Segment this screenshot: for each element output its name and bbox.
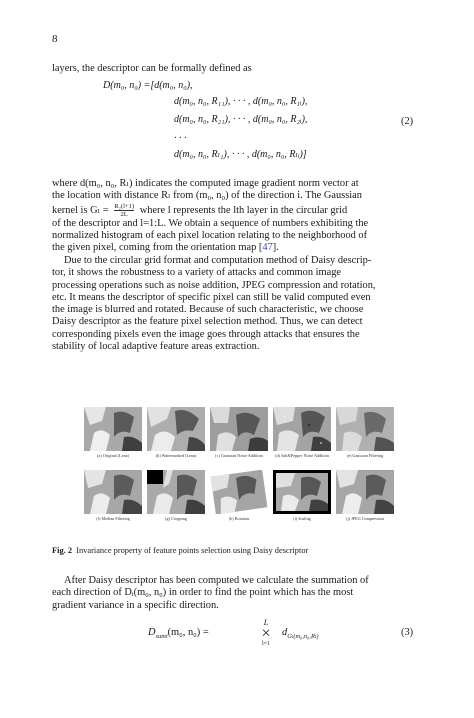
figure-caption-f: (f) Median Filtering <box>96 516 130 521</box>
figure-caption-h: (h) Rotation <box>228 516 250 521</box>
figure-image-c <box>210 407 268 451</box>
figure-panel-f <box>84 470 142 530</box>
kernel-fraction-denominator: 2L <box>120 210 128 218</box>
where-line-6 <box>52 242 422 254</box>
due-line-2: tor, it shows the robustness to a variety of attacks and common image <box>52 267 342 279</box>
where-line-3 <box>52 203 422 218</box>
sum-lower-limit: l=1 <box>261 641 271 647</box>
figure-caption-j: (j) JPEG Compression <box>346 516 384 521</box>
equation-2-line-2: d(m₀, n₀, R₁₁), · · · , d(m₀, n₀, R₁ᵢ), <box>174 96 308 107</box>
where-line-6-end: ]. <box>272 242 279 254</box>
after-line-1: After Daisy descriptor has been computed we calculate the summation of <box>64 575 369 586</box>
due-line-7: corresponding pixels even the image goes through attacks that ensures the <box>52 328 360 340</box>
figure-2-grid <box>84 407 394 530</box>
equation-3-lhs <box>148 627 209 640</box>
figure-caption-b: (b) Watermarked (Lena) <box>155 453 197 458</box>
due-line-6: Daisy descriptor as the feature pixel selection method. Thus, we can detect <box>52 316 363 328</box>
due-line-5: the image is blurred and rotated. Because of such characteristic, we choose <box>52 304 364 316</box>
figure-2-caption <box>52 546 308 555</box>
figure-row-2 <box>84 470 394 530</box>
due-line-1: Due to the circular grid format and computation method of Daisy descrip- <box>64 255 372 266</box>
equation-2-line-1 <box>103 80 193 91</box>
figure-panel-b <box>147 407 205 467</box>
figure-caption-c: (c) Gaussian Noise Addition <box>215 453 263 458</box>
equation-2-line-5: d(m₀, n₀, Rₗ₁), · · · , d(m₀, n₀, Rₗᵢ)] <box>174 149 307 160</box>
where-line-4: of the descriptor and l=1:L. We obtain a sequence of numbers exhibiting the <box>52 217 369 229</box>
due-line-3: processing operations such as noise addition, JPEG compression and rotation, <box>52 279 376 291</box>
sum-symbol: × <box>261 625 271 642</box>
kernel-text-2: where l represents the lth layer in the circular grid <box>139 204 348 216</box>
sum-upper-limit: L <box>263 618 269 627</box>
where-line-1: where d(m₀, n₀, Rₗ) indicates the computed image gradient norm vector at <box>52 178 359 189</box>
figure-image-j <box>336 470 394 514</box>
figure-image-a <box>84 407 142 451</box>
equation-2-line-3: d(m₀, n₀, R₂₁), · · · , d(m₀, n₀, R₂ᵢ), <box>174 114 308 125</box>
equation-3-d: D <box>148 627 156 638</box>
equation-3-d-sub: sumi <box>155 633 168 641</box>
figure-image-i <box>273 470 331 514</box>
equation-2-line-4: · · · <box>174 133 187 144</box>
figure-row-1 <box>84 407 394 467</box>
figure-panel-e <box>336 407 394 467</box>
where-line-5: normalized histogram of each pixel location relating to the neighborhood of <box>52 229 368 241</box>
figure-image-h <box>210 470 268 514</box>
figure-panel-i <box>273 470 331 530</box>
figure-panel-d <box>273 407 331 467</box>
figure-caption-g: (g) Cropping <box>165 516 187 521</box>
intro-text: layers, the descriptor can be formally defined as <box>52 63 252 74</box>
kernel-text: kernel is Gₗ = <box>52 204 109 216</box>
figure-2-label: Fig. 2 <box>52 546 73 555</box>
equation-3-number: (3) <box>401 627 414 638</box>
due-line-8: stability of local adaptive feature areas extraction. <box>52 341 260 353</box>
figure-caption-e: (e) Gaussian Filtering <box>346 453 384 458</box>
figure-panel-j <box>336 470 394 530</box>
where-line-6-text: the given pixel, coming from the orientation map [ <box>52 242 263 254</box>
equation-2-line-1-text: (m₀, n₀) =[d(m₀, n₀), <box>110 80 193 91</box>
citation-link[interactable]: 47 <box>262 242 273 254</box>
kernel-fraction-numerator: R₂(l+1) <box>114 202 135 210</box>
equation-3-sum <box>256 619 276 648</box>
where-line-2: the location with distance Rₗ from (m₀, n₀) of the direction i. The Gaussian <box>52 190 362 202</box>
figure-2-caption-text: Invariance property of feature points selection using Daisy descriptor <box>76 546 309 555</box>
figure-image-d <box>273 407 331 451</box>
figure-caption-a: (a) Original (Lena) <box>97 453 129 458</box>
figure-caption-i: (i) Scaling <box>293 516 311 521</box>
equation-2-lhs: D <box>103 80 111 91</box>
where-paragraph <box>52 178 422 254</box>
kernel-fraction <box>114 203 134 218</box>
equation-3-term-d: d <box>282 627 288 638</box>
figure-panel-c <box>210 407 268 467</box>
after-paragraph <box>52 575 422 612</box>
figure-caption-d: (d) Salt&Pepper Noise Addition <box>275 453 329 458</box>
equation-3-term <box>282 627 319 640</box>
equation-3-term-sub: Gₗ(m₀,n₀,Rₗ) <box>287 633 319 641</box>
figure-image-e <box>336 407 394 451</box>
figure-panel-a <box>84 407 142 467</box>
figure-image-f <box>84 470 142 514</box>
due-paragraph <box>52 255 422 353</box>
equation-2-number: (2) <box>401 116 414 127</box>
after-line-2: each direction of Dᵢ(m₀, n₀) in order to find the point which has the most <box>52 587 354 599</box>
figure-image-g <box>147 470 205 514</box>
page-number: 8 <box>52 33 58 45</box>
figure-panel-h <box>210 470 268 530</box>
due-line-4: etc. It means the descriptor of specific pixel can still be valid computed even <box>52 291 371 303</box>
after-line-3: gradient variance in a specific direction. <box>52 599 219 611</box>
figure-image-b <box>147 407 205 451</box>
equation-3-args: (m₀, n₀) = <box>167 627 209 638</box>
figure-panel-g <box>147 470 205 530</box>
